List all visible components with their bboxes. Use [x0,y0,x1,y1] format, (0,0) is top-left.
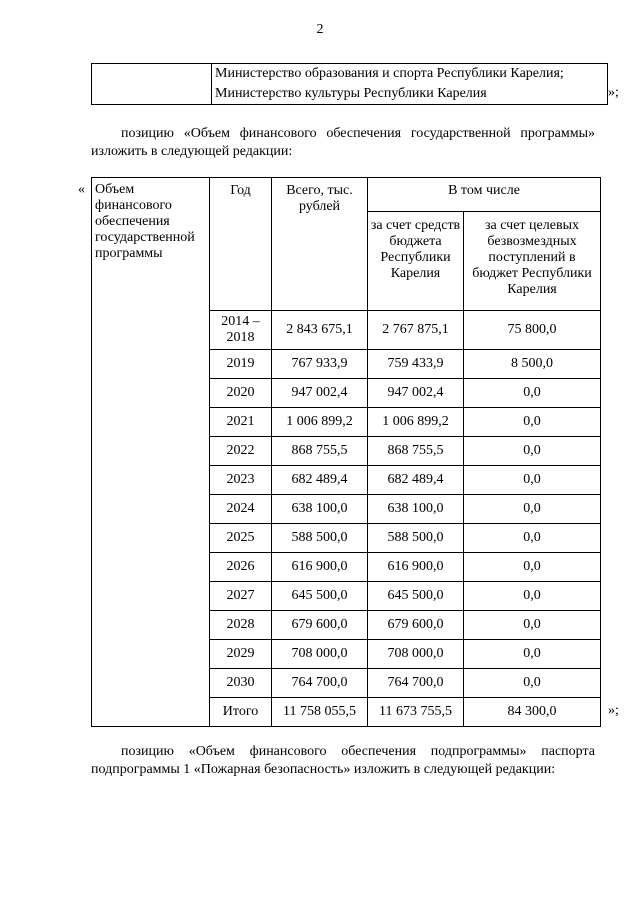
cell-year: 2024 [210,495,272,524]
cell-budget: 868 755,5 [368,437,464,466]
top-table-left-cell [92,64,212,105]
cell-total: 1 006 899,2 [272,408,368,437]
cell-total: 708 000,0 [272,640,368,669]
cell-targeted: 0,0 [464,669,601,698]
cell-targeted: 84 300,0 [464,698,601,727]
cell-budget: 759 433,9 [368,350,464,379]
cell-total: 616 900,0 [272,553,368,582]
cell-year: 2028 [210,611,272,640]
cell-budget: 1 006 899,2 [368,408,464,437]
header-including: В том числе [368,178,601,212]
cell-budget: 588 500,0 [368,524,464,553]
cell-targeted: 0,0 [464,553,601,582]
top-table-line-1: Министерство образования и спорта Республики Карелия; [215,66,564,81]
cell-targeted: 0,0 [464,640,601,669]
financing-label: Объем финансового обеспечения государственной программы [92,178,210,727]
cell-budget: 682 489,4 [368,466,464,495]
top-table-line-2: Министерство культуры Республики Карелия [215,86,487,101]
cell-budget: 947 002,4 [368,379,464,408]
cell-year: 2025 [210,524,272,553]
cell-total: 645 500,0 [272,582,368,611]
top-table-right-cell [212,64,608,105]
cell-year: 2014 – 2018 [210,311,272,350]
header-budget: за счет средств бюджета Республики Карелия [368,212,464,311]
cell-targeted: 0,0 [464,408,601,437]
cell-targeted: 0,0 [464,379,601,408]
cell-year: Итого [210,698,272,727]
top-table [91,63,608,105]
cell-budget: 764 700,0 [368,669,464,698]
cell-budget: 2 767 875,1 [368,311,464,350]
cell-total: 2 843 675,1 [272,311,368,350]
cell-targeted: 0,0 [464,437,601,466]
cell-targeted: 0,0 [464,582,601,611]
financing-table [91,177,601,727]
cell-targeted: 8 500,0 [464,350,601,379]
header-targeted: за счет целевых безвозмездных поступлений в бюджет Республики Карелия [464,212,601,311]
paragraph-2: позицию «Объем финансового обеспечения подпрограммы» паспорта подпрограммы 1 «Пожарная безопасность» изложить в следующей редакции: [91,744,595,777]
cell-budget: 11 673 755,5 [368,698,464,727]
header-year: Год [210,178,272,311]
cell-year: 2023 [210,466,272,495]
cell-targeted: 0,0 [464,611,601,640]
cell-total: 638 100,0 [272,495,368,524]
cell-total: 682 489,4 [272,466,368,495]
cell-year: 2030 [210,669,272,698]
cell-targeted: 75 800,0 [464,311,601,350]
top-table-closing-quote: »; [608,85,619,100]
cell-budget: 638 100,0 [368,495,464,524]
cell-year: 2020 [210,379,272,408]
main-table-closing-quote: »; [608,703,619,718]
paragraph-1: позицию «Объем финансового обеспечения государственной программы» изложить в следующей редакции: [91,126,595,159]
cell-total: 767 933,9 [272,350,368,379]
cell-budget: 645 500,0 [368,582,464,611]
cell-year: 2021 [210,408,272,437]
main-table-open-quote: « [78,182,85,197]
cell-year: 2026 [210,553,272,582]
header-total: Всего, тыс. рублей [272,178,368,311]
cell-targeted: 0,0 [464,495,601,524]
cell-total: 679 600,0 [272,611,368,640]
cell-budget: 679 600,0 [368,611,464,640]
cell-total: 868 755,5 [272,437,368,466]
cell-budget: 616 900,0 [368,553,464,582]
cell-targeted: 0,0 [464,466,601,495]
cell-total: 947 002,4 [272,379,368,408]
page-number: 2 [316,22,324,37]
cell-total: 11 758 055,5 [272,698,368,727]
cell-total: 764 700,0 [272,669,368,698]
cell-year: 2027 [210,582,272,611]
cell-year: 2022 [210,437,272,466]
cell-year: 2029 [210,640,272,669]
cell-total: 588 500,0 [272,524,368,553]
cell-year: 2019 [210,350,272,379]
cell-targeted: 0,0 [464,524,601,553]
cell-budget: 708 000,0 [368,640,464,669]
